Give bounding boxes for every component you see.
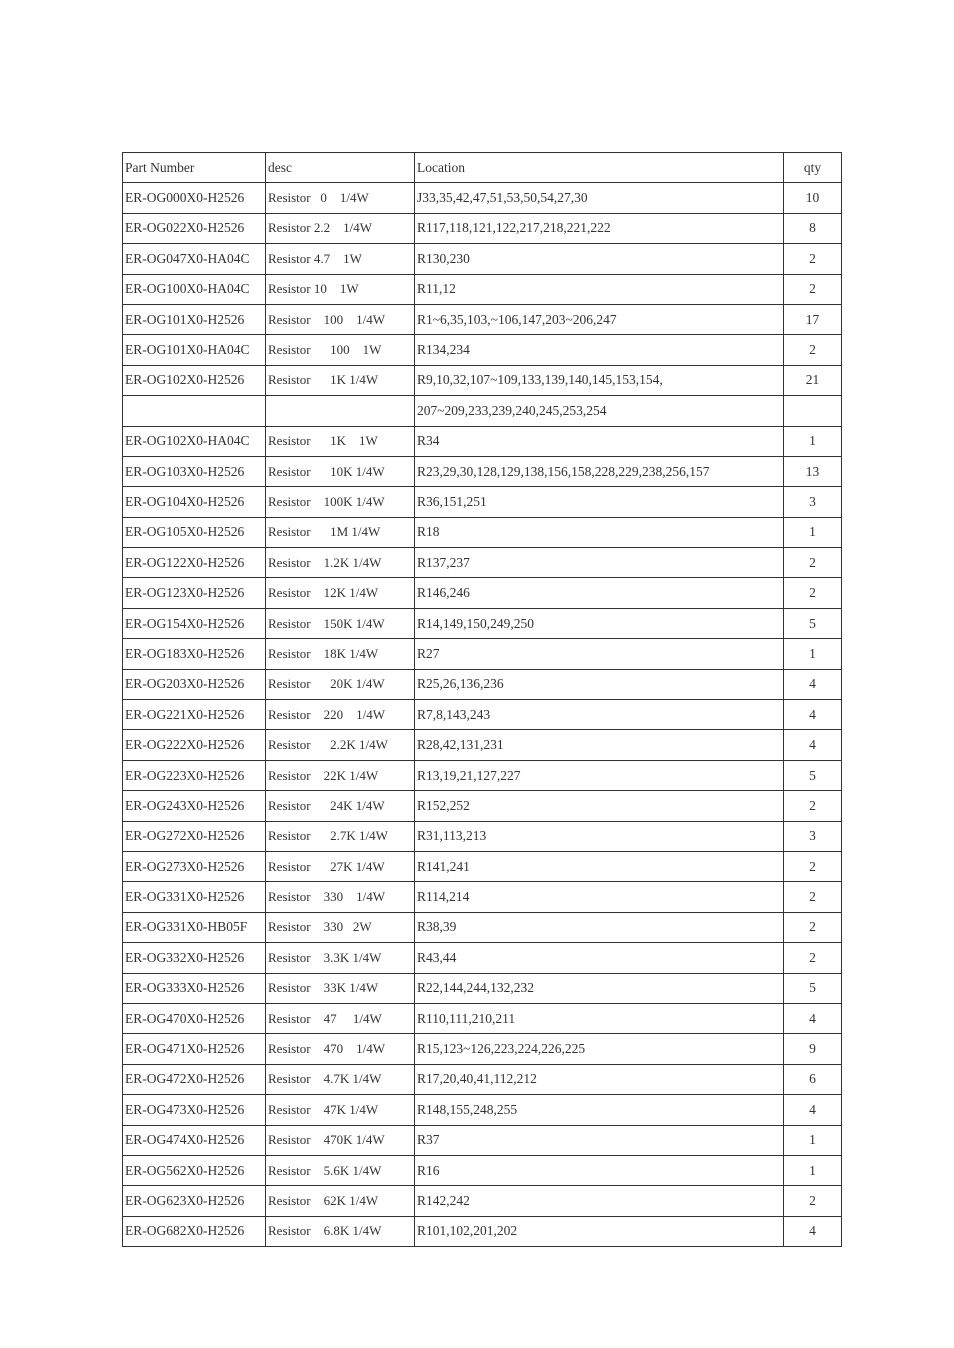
cell-location: R114,214 (415, 882, 784, 912)
table-row (123, 1095, 842, 1125)
table-row (123, 1125, 842, 1155)
cell-location: R7,8,143,243 (415, 700, 784, 730)
table-row (123, 213, 842, 243)
table-row (123, 396, 842, 426)
cell-location: R101,102,201,202 (415, 1216, 784, 1246)
cell-location: R28,42,131,231 (415, 730, 784, 760)
cell-location: R23,29,30,128,129,138,156,158,228,229,238,256,157 (415, 456, 784, 486)
cell-part-number: ER-OG203X0-H2526 (123, 669, 266, 699)
cell-qty: 4 (784, 730, 842, 760)
cell-qty: 8 (784, 213, 842, 243)
cell-qty: 2 (784, 851, 842, 881)
table-row (123, 639, 842, 669)
cell-part-number (123, 396, 266, 426)
cell-qty: 2 (784, 1186, 842, 1216)
cell-desc: Resistor 1M 1/4W (266, 517, 415, 547)
cell-part-number: ER-OG273X0-H2526 (123, 851, 266, 881)
header-part-number: Part Number (123, 153, 266, 183)
cell-desc: Resistor 2.2 1/4W (266, 213, 415, 243)
cell-desc: Resistor 5.6K 1/4W (266, 1155, 415, 1185)
cell-part-number: ER-OG103X0-H2526 (123, 456, 266, 486)
table-row (123, 183, 842, 213)
cell-desc: Resistor 1.2K 1/4W (266, 548, 415, 578)
table-row (123, 548, 842, 578)
cell-desc: Resistor 24K 1/4W (266, 791, 415, 821)
cell-qty: 2 (784, 335, 842, 365)
cell-part-number: ER-OG331X0-HB05F (123, 912, 266, 942)
cell-part-number: ER-OG332X0-H2526 (123, 943, 266, 973)
cell-qty: 1 (784, 1125, 842, 1155)
cell-location: R1~6,35,103,~106,147,203~206,247 (415, 304, 784, 334)
cell-part-number: ER-OG472X0-H2526 (123, 1064, 266, 1094)
cell-location: R11,12 (415, 274, 784, 304)
cell-desc: Resistor 2.7K 1/4W (266, 821, 415, 851)
cell-desc: Resistor 2.2K 1/4W (266, 730, 415, 760)
cell-qty: 2 (784, 882, 842, 912)
cell-qty: 2 (784, 548, 842, 578)
table-header-row (123, 153, 842, 183)
cell-location: R130,230 (415, 244, 784, 274)
cell-qty: 17 (784, 304, 842, 334)
table-row (123, 365, 842, 395)
cell-part-number: ER-OG102X0-H2526 (123, 365, 266, 395)
header-qty: qty (784, 153, 842, 183)
cell-desc: Resistor 150K 1/4W (266, 608, 415, 638)
cell-part-number: ER-OG223X0-H2526 (123, 760, 266, 790)
table-row (123, 304, 842, 334)
cell-desc: Resistor 100K 1/4W (266, 487, 415, 517)
cell-desc: Resistor 0 1/4W (266, 183, 415, 213)
cell-location: R110,111,210,211 (415, 1003, 784, 1033)
cell-desc: Resistor 330 2W (266, 912, 415, 942)
cell-desc: Resistor 4.7 1W (266, 244, 415, 274)
cell-part-number: ER-OG100X0-HA04C (123, 274, 266, 304)
cell-qty: 4 (784, 1003, 842, 1033)
cell-desc: Resistor 330 1/4W (266, 882, 415, 912)
cell-part-number: ER-OG047X0-HA04C (123, 244, 266, 274)
cell-qty: 4 (784, 1216, 842, 1246)
cell-qty: 4 (784, 1095, 842, 1125)
cell-desc: Resistor 12K 1/4W (266, 578, 415, 608)
cell-desc: Resistor 220 1/4W (266, 700, 415, 730)
cell-qty: 2 (784, 578, 842, 608)
cell-qty: 2 (784, 791, 842, 821)
cell-part-number: ER-OG183X0-H2526 (123, 639, 266, 669)
cell-desc: Resistor 1K 1/4W (266, 365, 415, 395)
table-row (123, 669, 842, 699)
cell-desc: Resistor 47K 1/4W (266, 1095, 415, 1125)
cell-qty: 6 (784, 1064, 842, 1094)
cell-part-number: ER-OG333X0-H2526 (123, 973, 266, 1003)
cell-part-number: ER-OG623X0-H2526 (123, 1186, 266, 1216)
cell-location: R142,242 (415, 1186, 784, 1216)
header-location: Location (415, 153, 784, 183)
cell-qty: 5 (784, 760, 842, 790)
cell-desc: Resistor 20K 1/4W (266, 669, 415, 699)
cell-qty: 1 (784, 639, 842, 669)
cell-location: R36,151,251 (415, 487, 784, 517)
cell-location: R14,149,150,249,250 (415, 608, 784, 638)
cell-qty (784, 396, 842, 426)
table-row (123, 1034, 842, 1064)
table-row (123, 1216, 842, 1246)
cell-location: R117,118,121,122,217,218,221,222 (415, 213, 784, 243)
cell-qty: 9 (784, 1034, 842, 1064)
cell-qty: 13 (784, 456, 842, 486)
table-row (123, 1064, 842, 1094)
cell-location: J33,35,42,47,51,53,50,54,27,30 (415, 183, 784, 213)
cell-desc: Resistor 10 1W (266, 274, 415, 304)
table-row (123, 608, 842, 638)
cell-part-number: ER-OG222X0-H2526 (123, 730, 266, 760)
cell-location: R38,39 (415, 912, 784, 942)
cell-location: R31,113,213 (415, 821, 784, 851)
cell-part-number: ER-OG102X0-HA04C (123, 426, 266, 456)
cell-desc: Resistor 47 1/4W (266, 1003, 415, 1033)
cell-location: R15,123~126,223,224,226,225 (415, 1034, 784, 1064)
table-row (123, 335, 842, 365)
table-row (123, 487, 842, 517)
cell-location: R27 (415, 639, 784, 669)
table-row (123, 578, 842, 608)
cell-desc: Resistor 3.3K 1/4W (266, 943, 415, 973)
table-row (123, 882, 842, 912)
table-row (123, 700, 842, 730)
table-row (123, 426, 842, 456)
cell-location: R25,26,136,236 (415, 669, 784, 699)
cell-location: R16 (415, 1155, 784, 1185)
cell-part-number: ER-OG000X0-H2526 (123, 183, 266, 213)
table-row (123, 517, 842, 547)
table-row (123, 973, 842, 1003)
cell-qty: 2 (784, 244, 842, 274)
cell-qty: 4 (784, 669, 842, 699)
cell-part-number: ER-OG022X0-H2526 (123, 213, 266, 243)
table-row (123, 1003, 842, 1033)
cell-part-number: ER-OG101X0-HA04C (123, 335, 266, 365)
table-row (123, 791, 842, 821)
cell-part-number: ER-OG243X0-H2526 (123, 791, 266, 821)
table-row (123, 274, 842, 304)
cell-location: R37 (415, 1125, 784, 1155)
cell-location: R137,237 (415, 548, 784, 578)
cell-part-number: ER-OG101X0-H2526 (123, 304, 266, 334)
cell-qty: 1 (784, 426, 842, 456)
cell-part-number: ER-OG471X0-H2526 (123, 1034, 266, 1064)
cell-part-number: ER-OG154X0-H2526 (123, 608, 266, 638)
cell-qty: 3 (784, 821, 842, 851)
cell-location: R17,20,40,41,112,212 (415, 1064, 784, 1094)
parts-table (122, 152, 842, 1247)
table-body (123, 183, 842, 1247)
cell-part-number: ER-OG682X0-H2526 (123, 1216, 266, 1246)
cell-desc: Resistor 100 1/4W (266, 304, 415, 334)
cell-qty: 5 (784, 973, 842, 1003)
header-desc: desc (266, 153, 415, 183)
cell-part-number: ER-OG331X0-H2526 (123, 882, 266, 912)
cell-location: R134,234 (415, 335, 784, 365)
table-row (123, 851, 842, 881)
table-row (123, 943, 842, 973)
cell-desc: Resistor 33K 1/4W (266, 973, 415, 1003)
cell-desc: Resistor 10K 1/4W (266, 456, 415, 486)
table-row (123, 1186, 842, 1216)
cell-qty: 3 (784, 487, 842, 517)
table-row (123, 456, 842, 486)
cell-location: R146,246 (415, 578, 784, 608)
cell-desc: Resistor 100 1W (266, 335, 415, 365)
cell-desc: Resistor 18K 1/4W (266, 639, 415, 669)
cell-qty: 1 (784, 517, 842, 547)
cell-location: R152,252 (415, 791, 784, 821)
cell-qty: 21 (784, 365, 842, 395)
table-row (123, 912, 842, 942)
cell-qty: 4 (784, 700, 842, 730)
cell-location: R148,155,248,255 (415, 1095, 784, 1125)
cell-part-number: ER-OG272X0-H2526 (123, 821, 266, 851)
cell-location: R13,19,21,127,227 (415, 760, 784, 790)
cell-location: R18 (415, 517, 784, 547)
cell-qty: 10 (784, 183, 842, 213)
cell-part-number: ER-OG470X0-H2526 (123, 1003, 266, 1033)
table-row (123, 1155, 842, 1185)
cell-part-number: ER-OG104X0-H2526 (123, 487, 266, 517)
cell-location: 207~209,233,239,240,245,253,254 (415, 396, 784, 426)
cell-desc: Resistor 27K 1/4W (266, 851, 415, 881)
cell-location: R9,10,32,107~109,133,139,140,145,153,154, (415, 365, 784, 395)
cell-part-number: ER-OG123X0-H2526 (123, 578, 266, 608)
cell-location: R43,44 (415, 943, 784, 973)
cell-desc: Resistor 470 1/4W (266, 1034, 415, 1064)
cell-desc: Resistor 1K 1W (266, 426, 415, 456)
table-row (123, 244, 842, 274)
cell-desc: Resistor 470K 1/4W (266, 1125, 415, 1155)
cell-qty: 2 (784, 943, 842, 973)
cell-desc: Resistor 6.8K 1/4W (266, 1216, 415, 1246)
table-row (123, 760, 842, 790)
cell-location: R22,144,244,132,232 (415, 973, 784, 1003)
cell-part-number: ER-OG105X0-H2526 (123, 517, 266, 547)
cell-part-number: ER-OG473X0-H2526 (123, 1095, 266, 1125)
cell-part-number: ER-OG562X0-H2526 (123, 1155, 266, 1185)
table-row (123, 821, 842, 851)
cell-qty: 5 (784, 608, 842, 638)
cell-part-number: ER-OG122X0-H2526 (123, 548, 266, 578)
cell-desc: Resistor 22K 1/4W (266, 760, 415, 790)
cell-location: R141,241 (415, 851, 784, 881)
cell-qty: 2 (784, 274, 842, 304)
cell-part-number: ER-OG221X0-H2526 (123, 700, 266, 730)
cell-desc: Resistor 4.7K 1/4W (266, 1064, 415, 1094)
cell-part-number: ER-OG474X0-H2526 (123, 1125, 266, 1155)
cell-desc: Resistor 62K 1/4W (266, 1186, 415, 1216)
cell-qty: 2 (784, 912, 842, 942)
cell-desc (266, 396, 415, 426)
cell-qty: 1 (784, 1155, 842, 1185)
table-row (123, 730, 842, 760)
cell-location: R34 (415, 426, 784, 456)
